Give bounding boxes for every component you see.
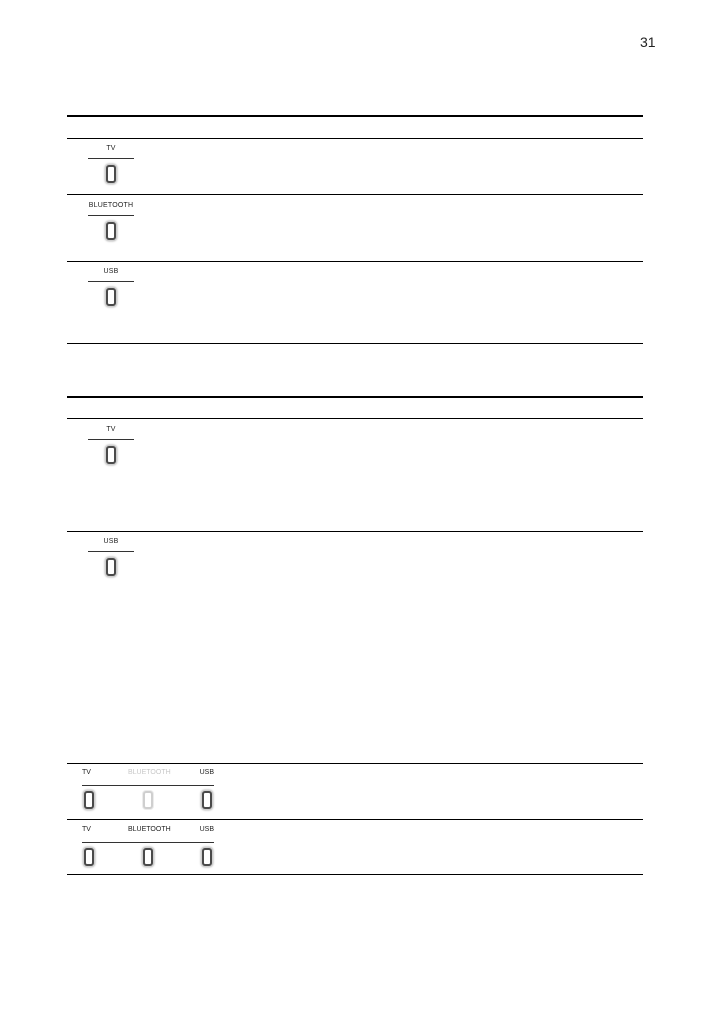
tv-led-icon bbox=[106, 446, 116, 464]
indicator-divider bbox=[88, 281, 134, 282]
usb-led-icon bbox=[202, 848, 212, 866]
table-1-row-rule bbox=[67, 194, 643, 195]
table-1-bottom-rule bbox=[67, 343, 643, 344]
indicator-tv-label: TV bbox=[106, 426, 116, 433]
tv-led-icon bbox=[84, 791, 94, 809]
table-3-bottom-rule bbox=[67, 874, 643, 875]
table-2-row-rule bbox=[67, 531, 643, 532]
indicator-group-b bbox=[78, 826, 218, 866]
usb-led-icon bbox=[106, 288, 116, 306]
bluetooth-led-off-icon bbox=[143, 791, 153, 809]
indicator-tv-label: TV bbox=[106, 145, 116, 152]
indicator-usb-label: USB bbox=[199, 826, 214, 833]
table-3-row-rule bbox=[67, 819, 643, 820]
table-1-top-rule bbox=[67, 115, 643, 117]
page-number: 31 bbox=[640, 34, 656, 50]
indicator-bluetooth-label-dim: BLUETOOTH bbox=[128, 769, 171, 776]
indicator-divider bbox=[82, 842, 214, 843]
indicator-bluetooth bbox=[81, 202, 141, 240]
indicator-bluetooth-label: BLUETOOTH bbox=[128, 826, 171, 833]
indicator-bluetooth-label: BLUETOOTH bbox=[88, 202, 134, 209]
table-2-top-rule bbox=[67, 396, 643, 398]
indicator-divider bbox=[88, 158, 134, 159]
usb-led-icon bbox=[202, 791, 212, 809]
indicator-usb-label: USB bbox=[103, 268, 119, 275]
table-2-header-rule bbox=[67, 418, 643, 419]
indicator-tv-label: TV bbox=[82, 769, 91, 776]
indicator-divider bbox=[88, 439, 134, 440]
tv-led-icon bbox=[106, 165, 116, 183]
table-1-header-rule bbox=[67, 138, 643, 139]
indicator-tv bbox=[81, 426, 141, 464]
bluetooth-led-icon bbox=[143, 848, 153, 866]
indicator-usb-label: USB bbox=[103, 538, 119, 545]
table-1-row-rule bbox=[67, 261, 643, 262]
indicator-tv bbox=[81, 145, 141, 183]
indicator-usb bbox=[81, 538, 141, 576]
indicator-usb-label: USB bbox=[199, 769, 214, 776]
tv-led-icon bbox=[84, 848, 94, 866]
indicator-group-a bbox=[78, 769, 218, 809]
table-3-top-rule bbox=[67, 763, 643, 764]
usb-led-icon bbox=[106, 558, 116, 576]
indicator-tv-label: TV bbox=[82, 826, 91, 833]
indicator-divider bbox=[82, 785, 214, 786]
indicator-divider bbox=[88, 551, 134, 552]
indicator-usb bbox=[81, 268, 141, 306]
indicator-divider bbox=[88, 215, 134, 216]
bluetooth-led-icon bbox=[106, 222, 116, 240]
